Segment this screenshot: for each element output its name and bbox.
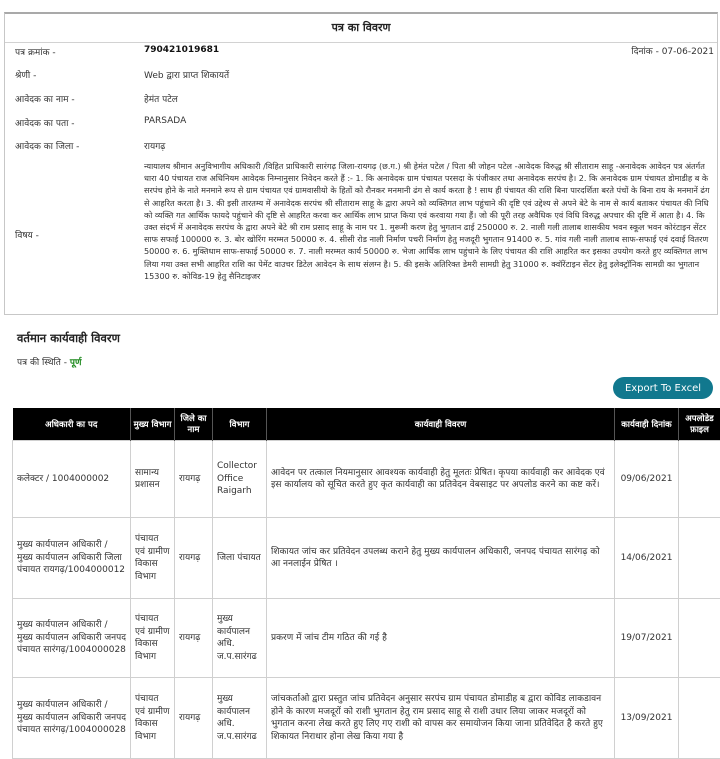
applicant-name-value: हेमंत पटेल xyxy=(144,92,178,105)
cell-dept: Collector Office Raigarh xyxy=(213,441,267,518)
subject-text: न्यायालय श्रीमान अनुविभागीय अधिकारी /विहित प्राधिकारी सारंगढ़ जिला-रायगढ़ (छ.ग.) श्री हेमंत पटेल / पिता श्री जोहन पटेल -आवेदक विरुद्ध श्री सीताराम साहू -अनावेदक आवेदन पत्र अंतर्गत धारा 40 पंचायत राज अधिनियम आवेदक निम्नानुसार निवेदन करते हैं :- 1. कि अनावेदक ग्राम पंचायत परसदा के पंजीकार तथा अनावेदक सरपंच है। 2. कि अनावेदक ग्राम पंचायत डोमाडीह ब के सरपंच होने के नाते मनमाने रूप से ग्राम पंचायत एवं ग्रामवासीयो के हितों को रौनकर मनमानी ढंग से कार्य करता है ! साथ ही पंचायत की राशि बिना पारदर्शिता बरते पंचों के बिना राय के मनमानें ढंग से आहरित करता है। 3. की इसी तारतम्य में अनावेदक सरपंच श्री सीताराम साहू के द्वारा अपने को व्यक्तिगत लाभ पहुंचाने की दृष्टि एवं उद्देश्य से अपने बेटे के नाम से कार्य बताकर पंचायत की निधि को व्यक्ति गत आर्थिक फायदे पहुंचाने की दृष्टि से आहरित करवा कर आर्थिक लाभ प्राप्त किया एवं करवाया गया हैं। जो की पूरी तरह अवैधिक एवं विधि विरुद्ध अपचार की दृष्टि में आता है। 4. कि उक्त संदर्भ में अनावेदक सरपंच के द्वारा अपने बेटे श्री राम प्रसाद साहू के नाम पर 1. मुरूमी करण हेतु भुगतान ढाई 250000 रु. 2. नाली गली तालाब शासकीय भवन स्कूल भवन कोरंटाइन सेंटर साफ सफाई 100000 रु. 3. बोर खोरिंग मरम्मत 50000 रु. 4. सीसी रोड नाली निर्माण पचरी निर्माण हेतु मजदूरी भुगतान 91400 रु. 5. गांव गली नाली तालाब साफ-सफाई एवं दवाई वितरण 50000 रु. 6. मुक्तिधाम साफ-सफाई 50000 रु. 7. नाली मरम्मत कार्य 50000 रु. भेजा आर्थिक लाभ पहुंचाने के लिए पंचायत की राशि आहरित कर इसका उपयोग करते हुए व्यक्तिगत लाभ लिया गया उक्त सभी आहरित राशि का पेमेंट वाउचर डिटेल आवेदन के साथ संलग्न है। 5. की इसके अतिरिक्त डेमरी सामग्री हेतु 31000 रु. क्वॉरेंटाइन सेंटर हेतु इलेक्ट्रॉनिक सामग्री का भुगतान 15300 रु. कोविड-19 हेतु सैनिटाइजर xyxy=(144,160,712,282)
status-label: पत्र की स्थिति - xyxy=(17,358,67,368)
applicant-district-label: आवेदक का जिला - xyxy=(15,139,79,152)
cell-dept: मुख्य कार्यपालन अधि. ज.प.सारंगढ xyxy=(213,678,267,759)
cell-date: 14/06/2021 xyxy=(615,518,679,599)
cell-dept: मुख्य कार्यपालन अधि. ज.प.सारंगढ xyxy=(213,599,267,678)
applicant-address-value: PARSADA xyxy=(144,116,186,126)
table-row xyxy=(13,599,720,678)
cell-district: रायगढ़ xyxy=(175,599,213,678)
cell-main-dept: पंचायत एवं ग्रामीण विकास विभाग xyxy=(131,599,175,678)
cell-file xyxy=(679,518,720,599)
table-header-row xyxy=(13,408,720,441)
cell-main-dept: पंचायत एवं ग्रामीण विकास विभाग xyxy=(131,678,175,759)
applicant-district-value: रायगढ़ xyxy=(144,139,165,152)
action-history-table xyxy=(12,408,720,759)
table-row xyxy=(13,518,720,599)
table-row xyxy=(13,441,720,518)
applicant-address-label: आवेदक का पता - xyxy=(15,116,75,129)
subject-label: विषय - xyxy=(15,228,39,241)
header-file: अपलोडेड फ़ाइल xyxy=(679,408,720,441)
cell-district: रायगढ़ xyxy=(175,441,213,518)
cell-district: रायगढ़ xyxy=(175,678,213,759)
header-district: जिले का नाम xyxy=(175,408,213,441)
cell-dept: जिला पंचायत xyxy=(213,518,267,599)
category-label: श्रेणी - xyxy=(15,68,36,81)
cell-action: जांचकर्ताओ द्वारा प्रस्तुत जांच प्रतिवेदन अनुसार सरपंच ग्राम पंचायत डोमाडीह ब द्वारा कोविड लाकडावन होने के कारण मजदूरों को राशी भुगतान हेतु राम प्रसाद साहू से राशी उधार लिया जाकर मजदूरों को भुगतान करना लेख करते हुए लिए गए राशी को वापस कर समायोजन किया जाना प्रतिवेदित है करते हुए शिकायत निराधार होना लेख किया गया है xyxy=(267,678,615,759)
cell-file xyxy=(679,678,720,759)
cell-officer: कलेक्टर / 1004000002 xyxy=(13,441,131,518)
export-to-excel-button[interactable]: Export To Excel xyxy=(613,377,713,399)
header-officer: अधिकारी का पद xyxy=(13,408,131,441)
cell-officer: मुख्य कार्यपालन अधिकारी / मुख्य कार्यपालन अधिकारी जिला पंचायत रायगढ़/1004000012 xyxy=(13,518,131,599)
current-action-title: वर्तमान कार्यवाही विवरण xyxy=(17,331,120,346)
cell-district: रायगढ़ xyxy=(175,518,213,599)
cell-action: शिकायत जांच कर प्रतिवेदन उपलब्ध कराने हेतु मुख्य कार्यपालन अधिकारी, जनपद पंचायत सारंगढ़ को आ ननलाईन प्रेषित । xyxy=(267,518,615,599)
cell-date: 13/09/2021 xyxy=(615,678,679,759)
header-action: कार्यवाही विवरण xyxy=(267,408,615,441)
cell-file xyxy=(679,599,720,678)
cell-officer: मुख्य कार्यपालन अधिकारी / मुख्य कार्यपालन अधिकारी जनपद पंचायत सारंगढ़/1004000028 xyxy=(13,599,131,678)
cell-main-dept: सामान्य प्रशासन xyxy=(131,441,175,518)
cell-date: 09/06/2021 xyxy=(615,441,679,518)
table-row xyxy=(13,678,720,759)
cell-file xyxy=(679,441,720,518)
letter-number-value: 790421019681 xyxy=(144,45,219,55)
cell-action: आवेदन पर तत्काल नियमानुसार आवश्यक कार्यवाही हेतु मूलतः प्रेषित। कृपया कार्यवाही कर आवेदक एवं इस कार्यालय को सूचित करते हुए कृत कार्यवाही का प्रतिवेदन वेबसाइट पर अपलोड करने का कष्ट करें। xyxy=(267,441,615,518)
header-date: कार्यवाही दिनांक xyxy=(615,408,679,441)
applicant-name-label: आवेदक का नाम - xyxy=(15,92,75,105)
cell-main-dept: पंचायत एवं ग्रामीण विकास विभाग xyxy=(131,518,175,599)
divider xyxy=(5,42,717,43)
header-dept: विभाग xyxy=(213,408,267,441)
header-main-dept: मुख्य विभाग xyxy=(131,408,175,441)
cell-action: प्रकरण में जांच टीम गठित की गई है xyxy=(267,599,615,678)
panel-title: पत्र का विवरण xyxy=(5,20,717,35)
letter-number-label: पत्र क्रमांक - xyxy=(15,45,56,58)
cell-officer: मुख्य कार्यपालन अधिकारी / मुख्य कार्यपालन अधिकारी जनपद पंचायत सारंगढ़/1004000028 xyxy=(13,678,131,759)
letter-status xyxy=(17,355,82,368)
status-value: पूर्ण xyxy=(70,358,82,368)
letter-date: दिनांक - 07-06-2021 xyxy=(631,44,714,57)
cell-date: 19/07/2021 xyxy=(615,599,679,678)
category-value: Web द्वारा प्राप्त शिकायतें xyxy=(144,68,229,81)
